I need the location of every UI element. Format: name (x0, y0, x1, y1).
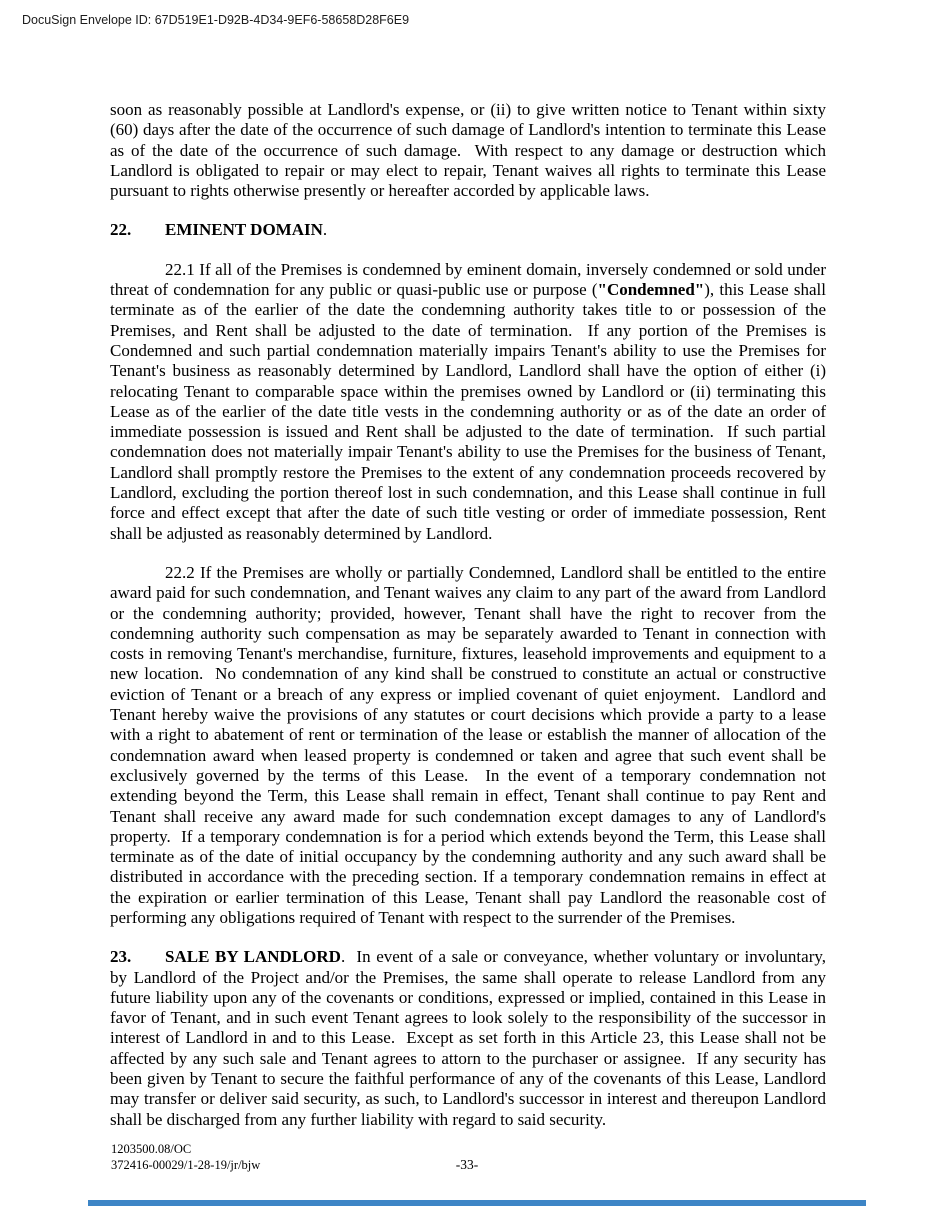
section-number: 23. (110, 947, 132, 967)
page-separator-bar (88, 1200, 866, 1206)
paragraph-bold-text: EMINENT DOMAIN (165, 220, 323, 240)
footer-reference-line1: 1203500.08/OC (111, 1142, 192, 1156)
page-number: -33- (455, 1157, 479, 1172)
paragraph-bold-text: SALE BY LANDLORD (165, 947, 341, 967)
footer-reference-line2: 372416-00029/1-28-19/jr/bjw (111, 1157, 261, 1172)
numbered-paragraph (110, 947, 826, 1130)
paragraph-text: . In event of a sale or conveyance, whether voluntary or involuntary, by Landlord of the Project and/or the Premises, the same shall operate to release Landlord from any future liability upon any of the covenants or conditions, expressed or implied, contained in this Lease in favor of Tenant, and in such event Tenant agrees to look solely to the responsibility of the successor in interest of Landlord in and to this Lease. Except as set forth in this Article 23, this Lease shall not be affected by any such sale and Tenant agrees to attorn to the purchaser or assignee. If any security has been given by Tenant to secure the faithful performance of any of the covenants of this Lease, Landlord may transfer or deliver said security, as such, to Landlord's successor in interest and thereupon Landlord shall be discharged from any further liability with regard to said security. (110, 947, 826, 1129)
body-paragraph (110, 260, 826, 544)
paragraph-text: . (322, 220, 328, 240)
paragraph-text: ), this Lease shall terminate as of the earlier of the date the condemning authority takes title to or possession of the Premises, and Rent shall be adjusted to the date of termination. If any portion of the Premises is Condemned and such partial condemnation materially impairs Tenant's ability to use the Premises for Tenant's business as reasonably determined by Landlord, Landlord shall have the option of either (i) relocating Tenant to comparable space within the premises owned by Landlord or (ii) terminating this Lease as of the earlier of the date title vests in the condemning authority or as of the date an order of immediate possession is issued and Rent shall be adjusted to the date of termination. If such partial condemnation does not materially impair Tenant's ability to use the Premises for the business of Tenant, Landlord shall promptly restore the Premises to the extent of any condemnation proceeds recovered by Landlord, excluding the portion thereof lost in such condemnation, and this Lease shall continue in full force and effect except that after the date of such title vesting or order of immediate possession, Rent shall be adjusted as reasonably determined by Landlord. (110, 280, 827, 543)
paragraph-bold-text: "Condemned" (597, 280, 705, 300)
docusign-envelope-id-label: DocuSign Envelope ID: 67D519E1-D92B-4D34-9EF6-58658D28F6E9 (22, 13, 410, 27)
section-heading (110, 220, 826, 240)
document-page-body (110, 100, 826, 1149)
body-paragraph (110, 100, 826, 201)
paragraph-text: 22.1 If all of the Premises is condemned by eminent domain, inversely condemned or sold under threat of condemnation for any public or quasi-public use or purpose ( (110, 259, 826, 300)
paragraph-text: 22.2 If the Premises are wholly or partially Condemned, Landlord shall be entitled to the entire award paid for such condemnation, and Tenant waives any claim to any part of the award from Landlord or the condemning authority; provided, however, Tenant shall have the right to recover from the condemning authority such compensation as may be separately awarded to Tenant in connection with costs in removing Tenant's merchandise, furniture, fixtures, leasehold improvements and equipment to a new location. No condemnation of any kind shall be construed to constitute an actual or constructive eviction of Tenant or a breach of any express or implied covenant of quiet enjoyment. Landlord and Tenant hereby waive the provisions of any statutes or court decisions which provide a party to a lease with a right to abatement of rent or termination of the lease or establish the manner of allocation of the condemnation award when leased property is condemned or taken and agree that such event shall be exclusively governed by the terms of this Lease. In the event of a temporary condemnation not extending beyond the Term, this Lease shall remain in effect, Tenant shall continue to pay Rent and Tenant shall receive any award made for such condemnation except damages to any of Landlord's property. If a temporary condemnation is for a period which extends beyond the Term, this Lease shall terminate as of the date of initial occupancy by the condemning authority and any such award shall be distributed in accordance with the preceding section. If a temporary condemnation remains in effect at the expiration or earlier termination of this Lease, Tenant shall pay Landlord the reasonable cost of performing any obligations required of Tenant with respect to the surrender of the Premises. (110, 562, 826, 927)
paragraph-text: soon as reasonably possible at Landlord's expense, or (ii) to give written notice to Tenant within sixty (60) days after the date of the occurrence of such damage of Landlord's intention to terminate this Lease as of the date of the occurrence of such damage. With respect to any damage or destruction which Landlord is obligated to repair or may elect to repair, Tenant waives all rights to terminate this Lease pursuant to rights otherwise presently or hereafter accorded by applicable laws. (110, 100, 826, 201)
body-paragraph (110, 563, 826, 928)
section-number: 22. (110, 220, 132, 240)
